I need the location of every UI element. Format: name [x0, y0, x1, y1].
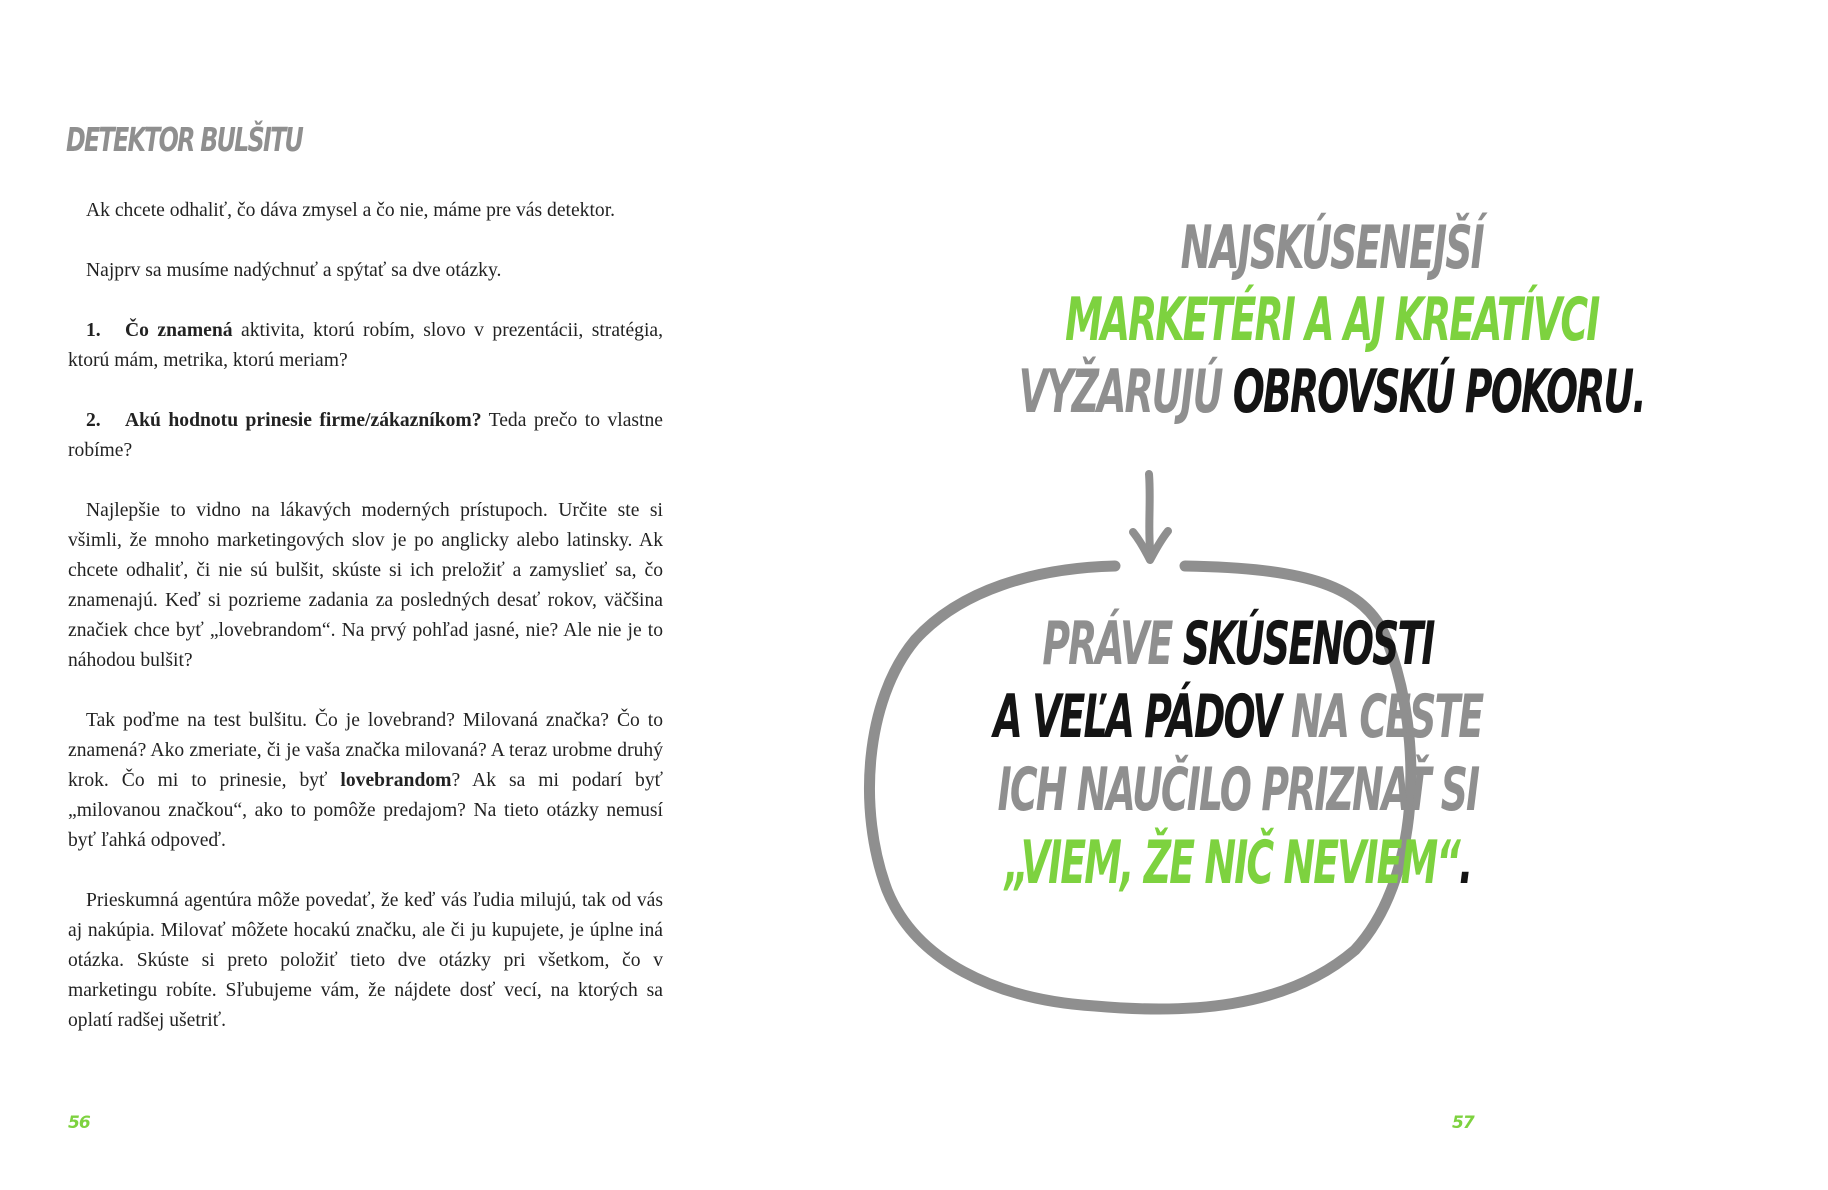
paragraph-lovebrand-text-b: ? Ak sa mi podarí byť „milovanou značkou“, ako to pomôže predajom? Na tieto otázky nemusí byť ľahká odpoveď. — [68, 770, 663, 851]
list-item-1-bold: Čo znamená — [125, 320, 233, 341]
headline-line-3-gray: VYŽARUJÚ — [1018, 357, 1222, 427]
right-page — [765, 0, 1645, 1190]
chapter-title: DETEKTOR BULŠITU — [66, 120, 303, 159]
bubble-line-2-black: A VEĽA PÁDOV — [993, 682, 1280, 752]
paragraph-questions-intro: Najprv sa musíme nadýchnuť a spýtať sa dve otázky. — [86, 260, 502, 281]
paragraph-modern-approaches: Najlepšie to vidno na lákavých moderných prístupoch. Určite ste si všimli, že mnoho marketingových slov je po anglicky alebo latinsky. Ak chcete odhaliť, či nie sú bulšit, skúste si ich preložiť a zamyslieť sa, čo znamenajú. Keď si pozrieme zadania za posledných desať rokov, väčšina značiek chce byť „lovebrandom“. Na prvý pohľad jasné, nie? Ale nie je to náhodou bulšit? — [68, 500, 663, 671]
page-number-right: 57 — [1452, 1113, 1474, 1133]
speech-bubble-graphic — [765, 0, 1530, 1190]
bubble-line-2 — [994, 681, 1483, 754]
bubble-quote — [850, 608, 1483, 900]
body-text — [68, 196, 663, 1066]
headline-line-1: NAJSKÚSENEJŠÍ — [1180, 213, 1483, 283]
list-item-1-number: 1. — [86, 320, 101, 341]
bubble-line-4 — [994, 827, 1483, 900]
list-item-2-number: 2. — [86, 410, 101, 431]
page-number-left: 56 — [68, 1113, 90, 1133]
list-item-2-text: Teda prečo to vlastne robíme? — [68, 410, 663, 461]
headline-line-2: MARKETÉRI A AJ KREATÍVCI — [1065, 285, 1599, 355]
bubble-line-1-black: SKÚSENOSTI — [1182, 609, 1434, 679]
bubble-line-1-gray: PRÁVE — [1042, 609, 1172, 679]
bubble-line-2-gray: NA CESTE — [1291, 682, 1483, 752]
paragraph-research-agency: Prieskumná agentúra môže povedať, že keď vás ľudia milujú, tak od vás aj nakúpia. Milovať môžete hocakú značku, ale či ju kupujete, je úplne iná otázka. Skúste si preto položiť tieto dve otázky pri všetkom, čo v marketingu robíte. Sľubujeme vám, že nájdete dosť vecí, na ktorých sa oplatí radšej ušetriť. — [68, 890, 663, 1031]
bubble-line-4-end: . — [1458, 828, 1472, 898]
bubble-line-1 — [994, 608, 1483, 681]
list-item-1 — [68, 316, 663, 376]
paragraph-lovebrand-text-a: Tak poďme na test bulšitu. Čo je lovebrand? Milovaná značka? Čo to znamená? Ako zmeriate, či je vaša značka milovaná? A teraz urobme druhý krok. Čo mi to prinesie, byť — [68, 710, 663, 791]
headline-line-3-black: OBROVSKÚ POKORU. — [1232, 357, 1645, 427]
bubble-line-3: ICH NAUČILO PRIZNAŤ SI — [997, 755, 1479, 825]
paragraph-lovebrand-bold: lovebrandom — [340, 770, 452, 791]
paragraph-lovebrand-test — [68, 706, 663, 856]
arrow-down-icon — [1149, 474, 1150, 548]
list-item-2 — [68, 406, 663, 466]
list-item-1-text: aktivita, ktorú robím, slovo v prezentácii, stratégia, ktorú mám, metrika, ktorú meriam? — [68, 320, 663, 371]
paragraph-intro: Ak chcete odhaliť, čo dáva zmysel a čo nie, máme pre vás detektor. — [86, 200, 616, 221]
left-page — [0, 0, 765, 1190]
bubble-line-4-green: „VIEM, ŽE NIČ NEVIEM“ — [1004, 828, 1459, 898]
list-item-2-bold: Akú hodnotu prinesie firme/zákazníkom? — [125, 410, 482, 431]
